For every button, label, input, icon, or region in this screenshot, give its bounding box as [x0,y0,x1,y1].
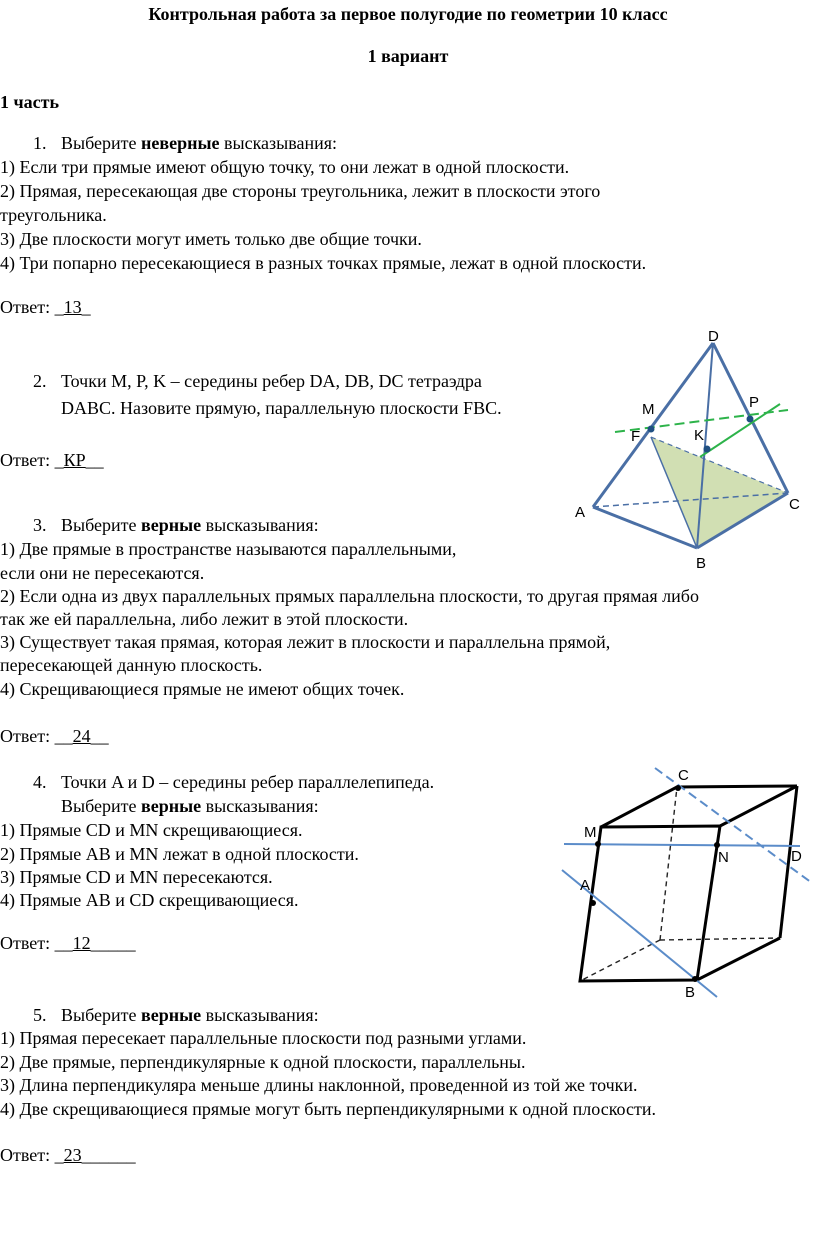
q5-item: 2) Две прямые, перпендикулярные к одной плоскости, параллельны. [0,1052,526,1072]
point-b [692,976,698,982]
variant-heading: 1 вариант [367,46,449,66]
q3-item: так же ей параллельна, либо лежит в этой плоскости. [0,609,409,629]
q3-item: если они не пересекаются. [0,563,205,583]
q1-number: 1. [33,133,47,153]
page-title: Контрольная работа за первое полугодие по геометрии 10 класс [148,4,668,24]
q1-item: треугольника. [0,205,107,225]
q2-number: 2. [33,371,47,391]
part-heading: 1 часть [0,92,60,112]
label-d: D [708,328,719,345]
point-n [714,842,720,848]
q4-item: 4) Прямые AB и CD скрещивающиеся. [0,890,299,910]
label-k: K [694,427,705,444]
q1-item: 1) Если три прямые имеют общую точку, то они лежат в одной плоскости. [0,157,570,177]
point-p [747,416,754,423]
q2-text-line1: Точки M, P, K – середины ребер DA, DB, DC тетраэдра [61,371,482,391]
label-n: N [718,849,729,866]
label-m: M [642,401,655,418]
point-c [675,785,681,791]
q4-item: 3) Прямые CD и MN пересекаются. [0,867,273,887]
edge-bottom-right [697,938,780,980]
edge-ab [593,507,697,548]
q5-item: 3) Длина перпендикуляра меньше длины наклонной, проведенной из той же точки. [0,1075,638,1095]
point-m [595,841,601,847]
q3-item: 2) Если одна из двух параллельных прямых параллельна плоскости, то другая прямая либо [0,586,699,606]
q2-text-line2: DABC. Назовите прямую, параллельную плоскости FBC. [61,398,502,418]
front-face [580,826,720,981]
q5-item: 4) Две скрещивающиеся прямые могут быть перпендикулярными к одной плоскости. [0,1099,656,1119]
q4-answer: Ответ: __12_____ [0,933,136,953]
q3-prompt: Выберите верные высказывания: [61,515,319,535]
q5-number: 5. [33,1005,47,1025]
q3-item: 3) Существует такая прямая, которая лежит в плоскости и параллельна прямой, [0,632,611,652]
q3-item: пересекающей данную плоскость. [0,655,263,675]
q4-prompt: Выберите верные высказывания: [61,796,319,816]
edge-hidden-bottom [660,938,780,940]
q4-item: 2) Прямые AB и MN лежат в одной плоскости. [0,844,359,864]
line-kp [700,404,780,457]
label-a: A [580,877,591,894]
point-k [704,446,711,453]
q3-item: 4) Скрещивающиеся прямые не имеют общих точек. [0,679,405,699]
q1-item: 3) Две плоскости могут иметь только две общие точки. [0,229,422,249]
edge-top-right [720,786,797,826]
label-p: P [749,394,760,411]
label-m: M [584,824,597,841]
label-f: F [631,428,641,445]
q3-number: 3. [33,515,47,535]
q3-answer: Ответ: __24__ [0,726,109,746]
point-a [590,900,596,906]
q5-item: 1) Прямая пересекает параллельные плоскости под разными углами. [0,1028,527,1048]
q1-item: 4) Три попарно пересекающиеся в разных точках прямые, лежат в одной плоскости. [0,253,647,273]
q1-item: 2) Прямая, пересекающая две стороны треугольника, лежит в плоскости этого [0,181,601,201]
edge-hidden-depth [580,940,660,981]
q5-answer: Ответ: _23______ [0,1145,136,1165]
q1-answer: Ответ: _13_ [0,297,91,317]
point-m [648,426,655,433]
edge-top-back [677,786,797,787]
q4-item: 1) Прямые CD и MN скрещивающиеся. [0,820,303,840]
q1-prompt: Выберите неверные высказывания: [61,133,338,153]
q3-item: 1) Две прямые в пространстве называются параллельными, [0,539,457,559]
label-c: C [678,767,689,784]
edge-hidden-vertical [660,787,677,940]
label-b: B [696,555,707,572]
label-d: D [791,848,802,865]
q4-text-line1: Точки A и D – середины ребер параллелепипеда. [61,772,435,792]
edge-top-left [601,787,677,827]
label-b: B [685,984,696,1001]
parallelepiped-figure [550,755,816,1005]
q4-number: 4. [33,772,47,792]
label-a: A [575,504,586,521]
label-c: C [789,496,800,513]
tetrahedron-figure [560,325,810,575]
q2-answer: Ответ: _КР__ [0,450,104,470]
q5-prompt: Выберите верные высказывания: [61,1005,319,1025]
